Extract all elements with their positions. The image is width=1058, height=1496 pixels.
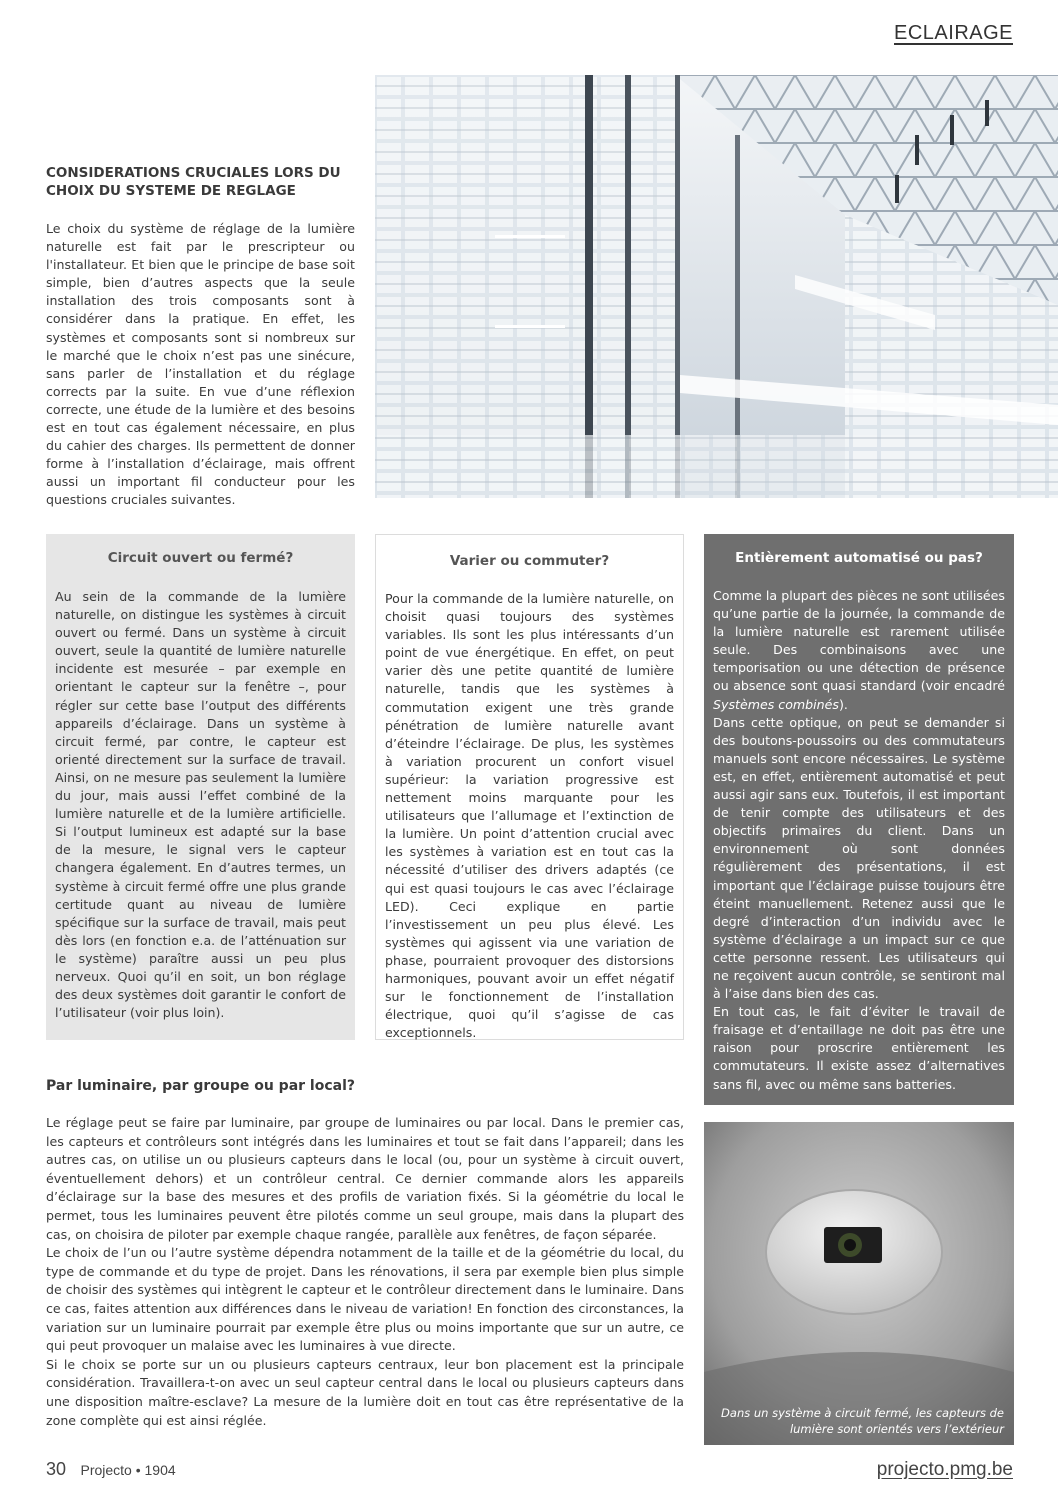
lower-section-title: Par luminaire, par groupe ou par local? bbox=[46, 1078, 356, 1094]
box3-title: Entièrement automatisé ou pas? bbox=[735, 550, 983, 566]
ceiling-sensor-photo-icon bbox=[704, 1122, 1014, 1445]
lower-paragraph-3: Si le choix se porte sur un ou plusieurs capteurs centraux, leur bon placement est la principale considération. Travaillera-t-on avec un seul capteur central dans le local ou plusieurs capteurs dans une disposition maître-esclave? La mesure de la lumière doit en tout cas être représentative de la zone complète qui est ainsi réglée. bbox=[46, 1356, 684, 1428]
footer-left bbox=[46, 1459, 176, 1480]
sensor-photo-caption: Dans un système à circuit fermé, les capteurs de lumière sont orientés vers l’extérieur bbox=[721, 1406, 1004, 1436]
intro-title: CONSIDERATIONS CRUCIALES LORS DU CHOIX DU SYSTEME DE REGLAGE bbox=[46, 165, 341, 199]
section-tag: ECLAIRAGE bbox=[894, 22, 1013, 44]
box1-title: Circuit ouvert ou fermé? bbox=[107, 550, 294, 566]
intro-text: Le choix du système de réglage de la lumière naturelle est fait par le prescripteur ou l'installateur. Et bien que le principe de base soit simple, bien d’autres aspects que la seule installation des trois composants sont à considérer dans la pratique. En effet, les systèmes et composants sont si nombreux sur le marché que le choix n’est pas une sinécure, sans parler de l’installation et du réglage corrects par la suite. En vue d’une réflexion correcte, une étude de la lumière et des besoins est en tout cas également nécessaire, en plus du cahier des charges. Ils permettent de donner forme à l’installation d’éclairage, mais offrent aussi un important fil conducteur pour les questions cruciales suivantes. bbox=[46, 221, 355, 508]
box2-title: Varier ou commuter? bbox=[449, 553, 610, 569]
box-varier-commuter bbox=[375, 534, 684, 1040]
publication-name: Projecto • 1904 bbox=[80, 1462, 176, 1478]
box3-text-1 bbox=[713, 587, 1005, 714]
box1-text: Au sein de la commande de la lumière naturelle, on distingue les systèmes à circuit ouvert ou fermé. Dans un système à circuit ouvert, seule la quantité de lumière naturelle incidente est mesurée – par exemple en orientant le capteur sur la fenêtre –, pour régler sur cette base l’output des différents appareils d’éclairage. Dans un système à circuit fermé, par contre, le capteur est orienté directement sur la surface de travail. Ainsi, on ne mesure pas seulement la lumière du jour, mais aussi l’effet combiné de la lumière naturelle et de la lumière artificielle. Si l’output lumineux est adapté sur la base de la mesure, le signal vers le capteur changera également. En d’autres termes, un système à circuit fermé offre une plus grande certitude quant au niveau de lumière spécifique sur la surface de travail, mais peut dès lors (en fonction e.a. de l’atténuation sur le système) paraître aussi un peu plus nerveux. Quoi qu’il en soit, un bon réglage des deux systèmes doit garantir le confort de l’utilisateur (voir plus loin). bbox=[55, 589, 346, 1021]
website-link[interactable]: projecto.pmg.be bbox=[876, 1459, 1013, 1480]
box-circuit-ouvert-ferme bbox=[46, 534, 355, 1040]
page-number: 30 bbox=[46, 1459, 67, 1479]
sensor-photo bbox=[704, 1122, 1014, 1445]
box3-text-2: Dans cette optique, on peut se demander si des boutons-poussoirs ou des commutateurs manuels sont encore nécessaires. Le système est, en effet, entièrement automatisé et peut aussi agir sans eux. Toutefois, il est important de tenir compte des utilisateurs et des objectifs primaires du client. Dans un environnement où sont données régulièrement des présentations, il est important que l’éclairage puisse toujours être éteint manuellement. Retenez aussi que le degré d’interaction d’un individu avec le système d’éclairage a un impact sur ce que cette personne ressent. Les utilisateurs qui ne reçoivent aucun contrôle, se sentiront mal à l’aise dans bien des cas. bbox=[713, 714, 1005, 1002]
box3-text-italic: Systèmes combinés bbox=[713, 696, 839, 712]
box2-text: Pour la commande de la lumière naturelle, on choisit quasi toujours des systèmes variables. Ils sont les plus intéressants d’un point de vue énergétique. En effet, on peut varier dès une petite quantité de lumière naturelle, tandis que les systèmes à commutation exigent une très grande pénétration de lumière naturelle avant d’éteindre l’éclairage. De plus, les systèmes à variation procurent un confort visuel supérieur: la variation progressive est nettement moins marquante pour les utilisateurs que l’allumage et l’extinction de la lumière. Un point d’attention crucial avec les systèmes à variation est en tout cas la nécessité d’utiliser des drivers adaptés (ce qui est quasi toujours le cas avec l’éclairage LED). Ceci explique en partie l’investissement un peu plus élevé. Les systèmes qui agissent via une variation de phase, pourraient provoquer des distorsions harmoniques, pouvant avoir un effet négatif sur le fonctionnement de l’installation électrique, quoi qu’il s’agisse de cas exceptionnels. bbox=[385, 591, 674, 1041]
box3-text-b: ). bbox=[838, 696, 848, 712]
hero-atrium-photo bbox=[375, 75, 1058, 498]
box-entierement-automatise bbox=[704, 534, 1014, 1105]
box3-text-3: En tout cas, le fait d’éviter le travail de fraisage et d’entaillage ne doit pas être une raison pour proscrire entièrement les commutateurs. Il existe assez d’alternatives sans fil, avec ou même sans batteries. bbox=[713, 1004, 1005, 1092]
lower-paragraph-1: Le réglage peut se faire par luminaire, par groupe de luminaires ou par local. Dans le premier cas, les capteurs et contrôleurs sont intégrés dans les luminaires et tout se fait dans l’appareil; dans les autres cas, on utilise un ou plusieurs capteurs dans le local (ou, pour un système à circuit ouvert, éventuellement dehors) et un contrôleur central. Ce dernier commande alors les appareils d’éclairage sur la base des mesures et des profils de variation fixés. Si la géométrie du local le permet, tous les luminaires peuvent être pilotés comme un seul groupe, mais dans la plupart des cas, on choisira de piloter par exemple chaque rangée, parallèle aux fenêtres, de façon séparée. bbox=[46, 1115, 684, 1242]
box3-text-a: Comme la plupart des pièces ne sont utilisées qu’une partie de la journée, la commande de la lumière naturelle est rarement utilisée seule. Des combinaisons avec une temporisation ou une détection de présence ou absence sont quasi standard (voir encadré bbox=[713, 588, 1005, 694]
lower-paragraph-2: Le choix de l’un ou l’autre système dépendra notamment de la taille et de la géométrie du local, du type de commande et du type de projet. Dans les rénovations, il sera par exemple bien plus simple de choisir des systèmes qui intègrent le capteur et le contrôleur directement dans le luminaire. Dans ce cas, faites attention aux différences dans le niveau de variation! En fonction des circonstances, la variation sur un luminaire pourrait par exemple être plus ou moins importante que sur un autre, ce qui peut provoquer un malaise avec les luminaires à vue directe. bbox=[46, 1245, 684, 1354]
atrium-photo-icon bbox=[375, 75, 1058, 498]
lower-section-text bbox=[46, 1114, 684, 1430]
